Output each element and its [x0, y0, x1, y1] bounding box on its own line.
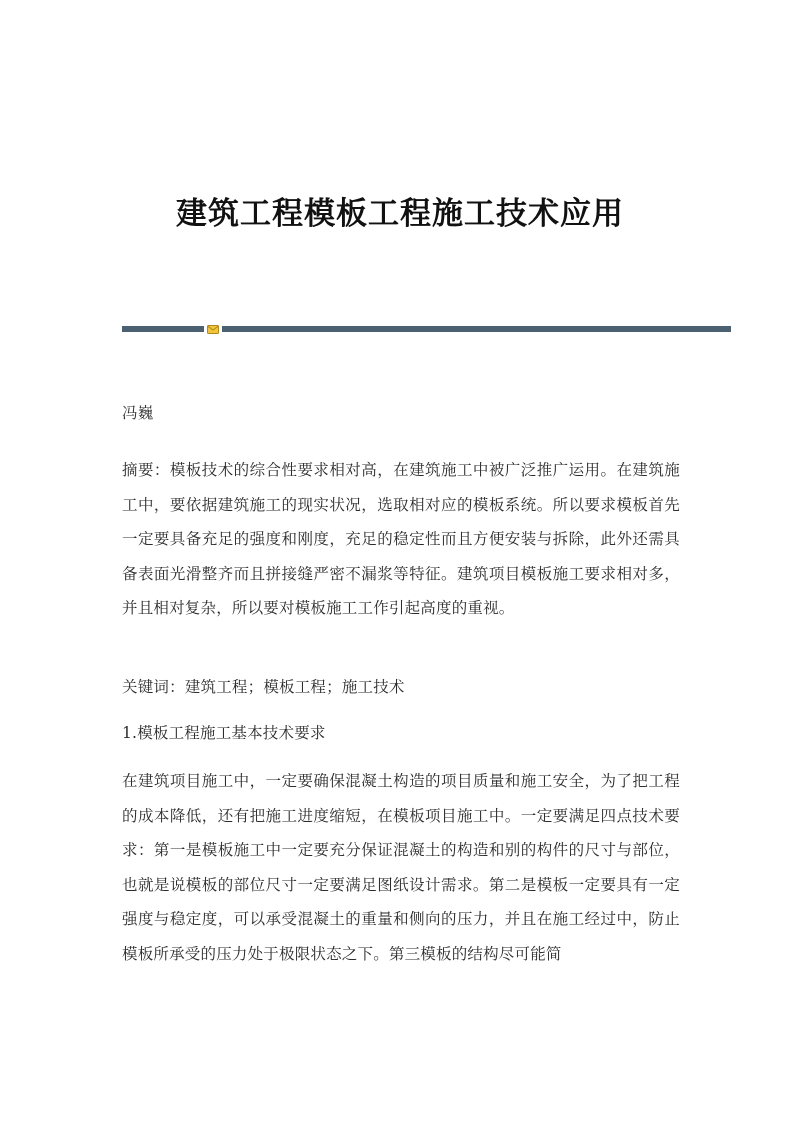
keywords-text: 建筑工程；模板工程；施工技术	[184, 678, 405, 696]
divider-bar-left	[122, 326, 204, 332]
author-name: 冯巍	[122, 404, 154, 422]
section-paragraph: 在建筑项目施工中，一定要确保混凝土构造的项目质量和施工安全，为了把工程的成本降低，还有把施工进度缩短，在模板项目施工中。一定要满足四点技术要求：第一是模板施工中一定要充分保证混凝土的构造和别的构件的尺寸与部位，也就是说模板的部位尺寸一定要满足图纸设计需求。第二是模板一定要具有一定强度与稳定度，可以承受混凝土的重量和侧向的压力，并且在施工经过中，防止模板所承受的压力处于极限状态之下。第三模板的结构尽可能简	[122, 772, 680, 963]
abstract-label: 摘要：	[122, 461, 170, 479]
title-divider	[122, 325, 731, 334]
keywords-label: 关键词：	[122, 678, 185, 696]
abstract-text: 模板技术的综合性要求相对高，在建筑施工中被广泛推广运用。在建筑施工中，要依据建筑施工的现实状况，选取相对应的模板系统。所以要求模板首先一定要具备充足的强度和刚度，充足的稳定性而且方便安装与拆除，此外还需具备表面光滑整齐而且拼接缝严密不漏浆等特征。建筑项目模板施工要求相对多，并且相对复杂，所以要对模板施工工作引起高度的重视。	[122, 461, 680, 617]
section-heading: 1.模板工程施工基本技术要求	[122, 724, 326, 742]
page-title: 建筑工程模板工程施工技术应用	[176, 196, 624, 232]
abstract-paragraph	[122, 453, 680, 626]
envelope-icon	[207, 325, 219, 334]
keywords-line	[122, 670, 680, 705]
divider-bar-right	[222, 326, 731, 332]
